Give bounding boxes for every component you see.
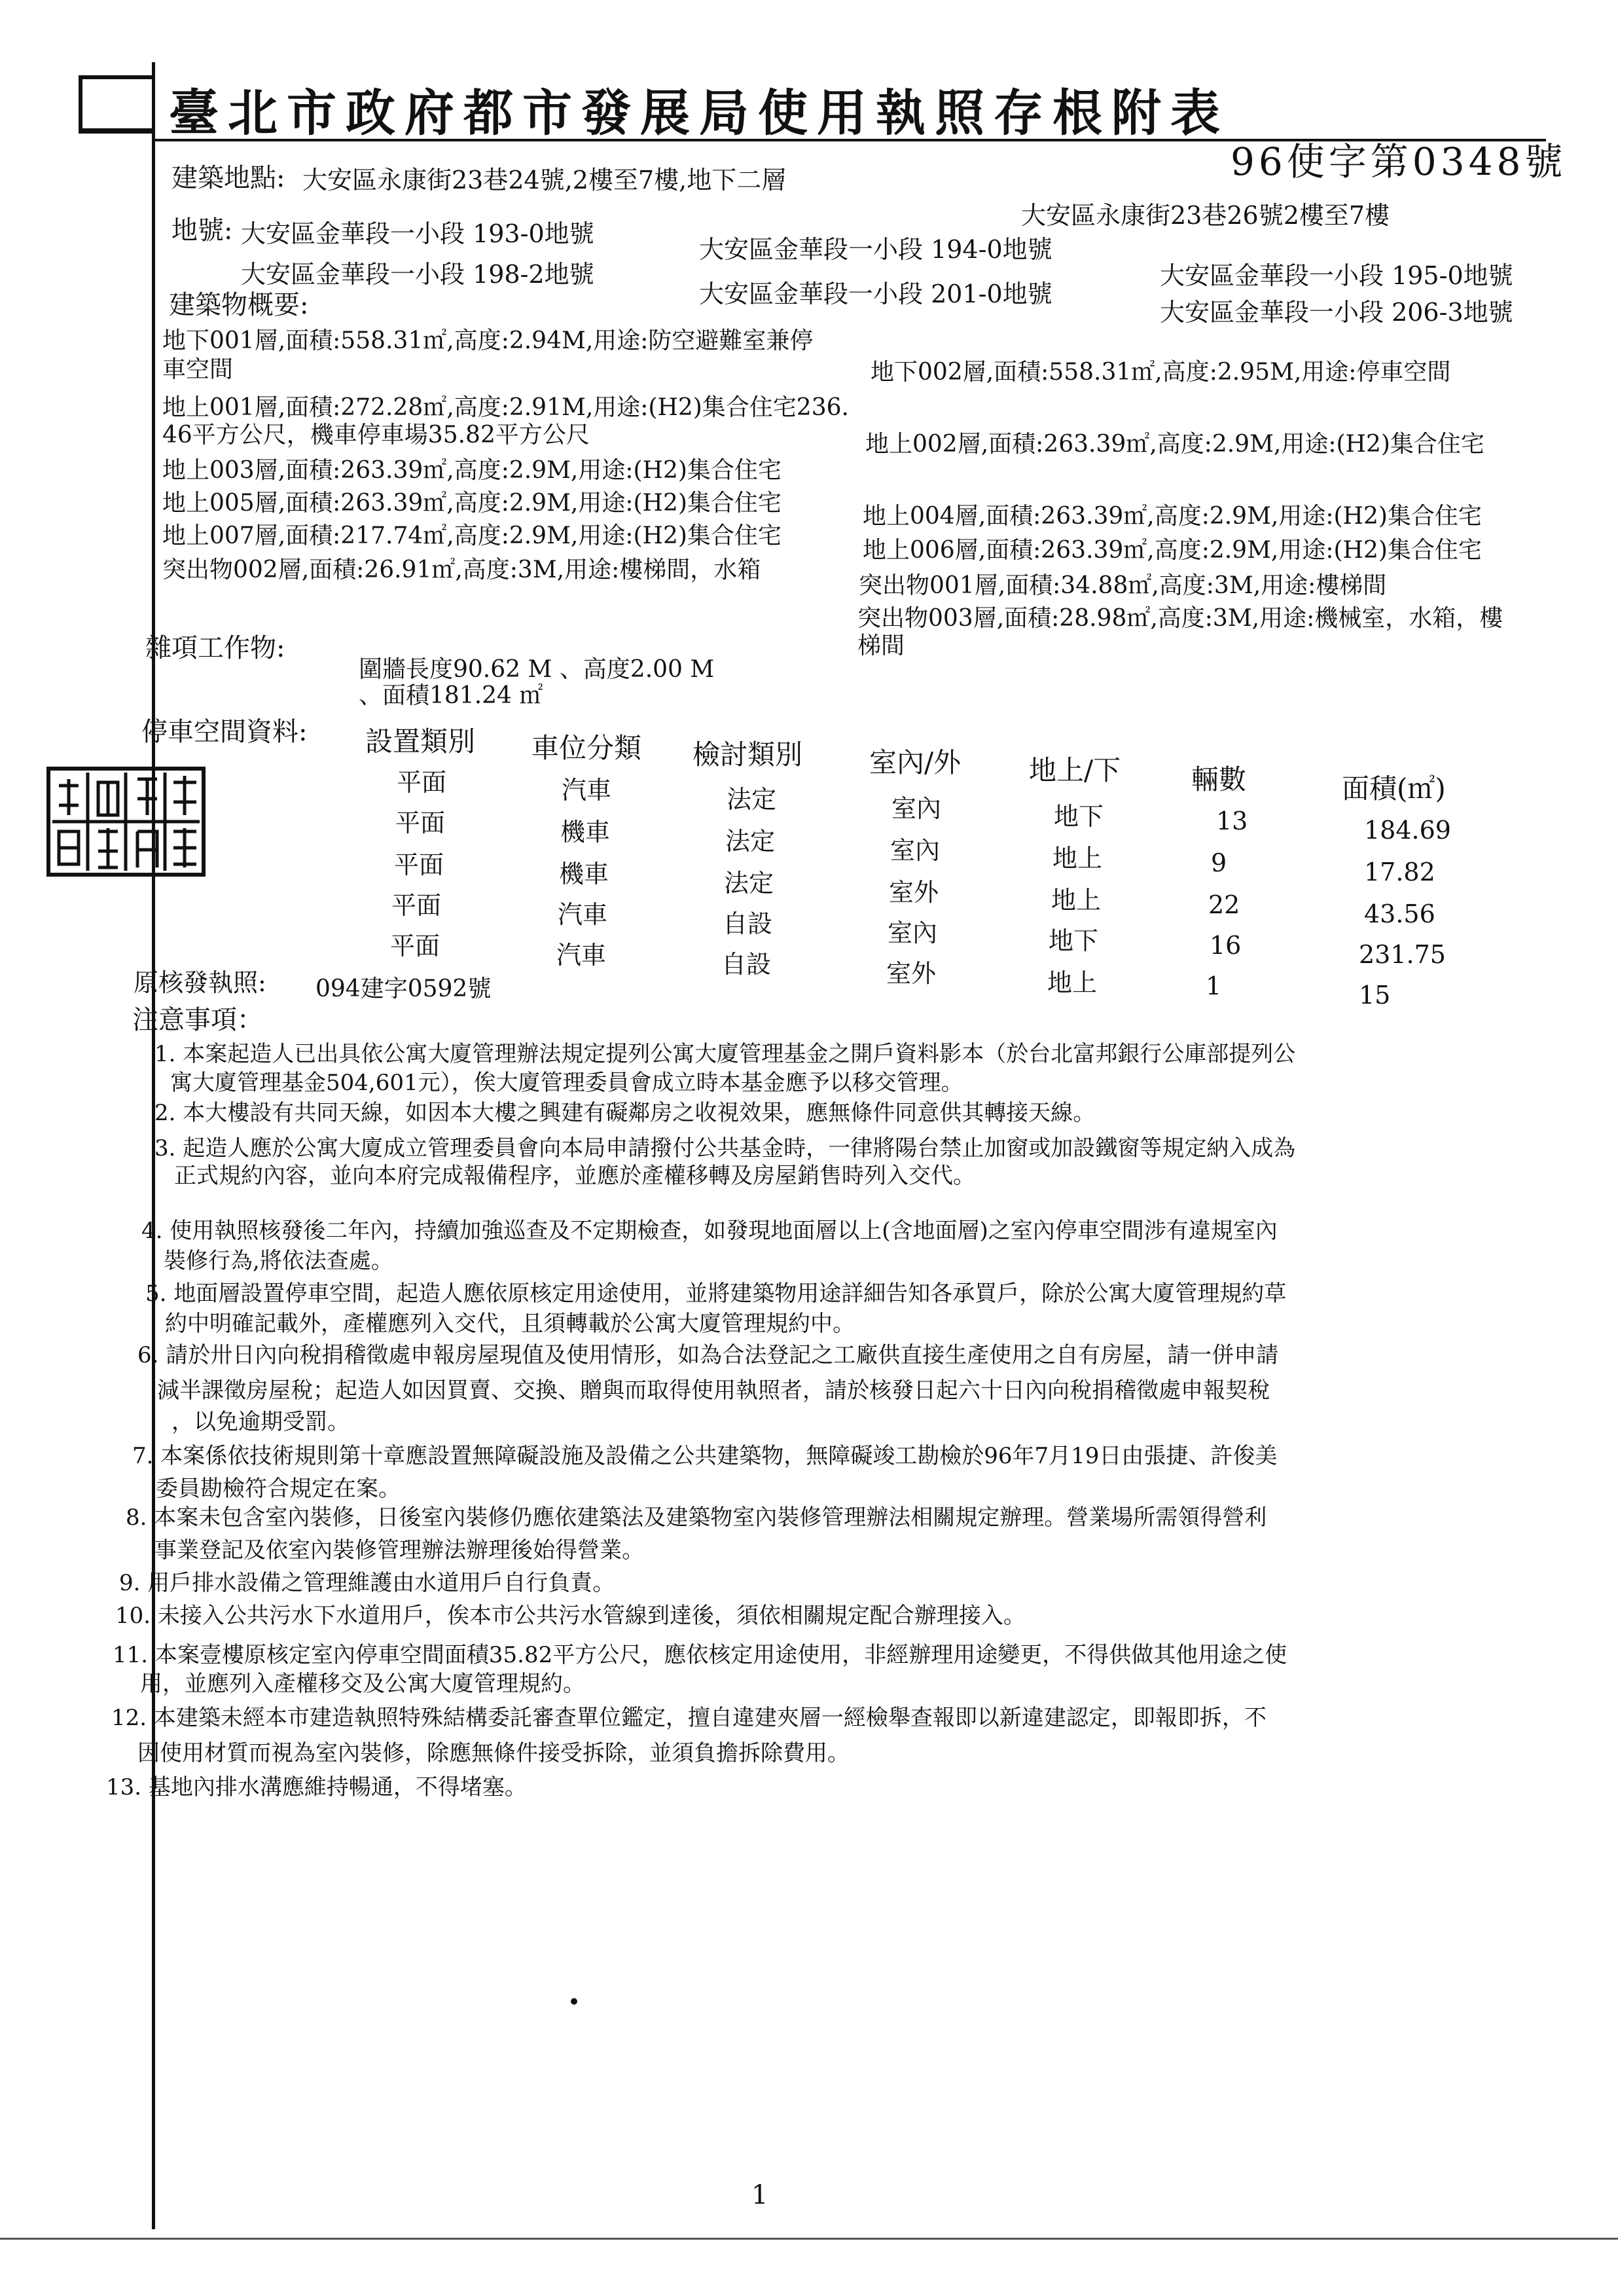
address-second: 大安區永康街23巷26號2樓至7樓 — [1021, 201, 1390, 230]
parking-cell: 平面 — [395, 809, 446, 837]
parking-header: 車位分類 — [531, 732, 642, 764]
note-line: 事業登記及依室內裝修管理辦法辦理後始得營業。 — [154, 1537, 644, 1563]
parking-cell: 地上 — [1051, 886, 1102, 915]
parking-cell: 平面 — [397, 768, 447, 797]
lot-item: 大安區金華段一小段 194-0地號 — [699, 235, 1052, 264]
note-line: 8. 本案未包含室內裝修，日後室內裝修仍應依建築法及建築物室內裝修管理辦法相關規定辦理。營業場所需領得營利 — [126, 1504, 1267, 1531]
note-line: 9. 用戶排水設備之管理維護由水道用戶自行負責。 — [119, 1570, 615, 1596]
building-line: 46平方公尺，機車停車場35.82平方公尺 — [162, 422, 590, 448]
parking-cell: 室內 — [891, 794, 942, 823]
note-line: 寓大廈管理基金504,601元），俟大廈管理委員會成立時本基金應予以移交管理。 — [170, 1070, 963, 1096]
lot-item: 大安區金華段一小段 195-0地號 — [1160, 261, 1513, 290]
permit-number: 96使字第0348號 — [1231, 139, 1567, 184]
note-line: 減半課徵房屋稅；起造人如因買賣、交換、贈與而取得使用執照者，請於核發日起六十日內向稅捐稽徵處申報契稅 — [157, 1377, 1270, 1404]
parking-header: 面積(㎡) — [1342, 773, 1446, 805]
parking-cell: 平面 — [391, 891, 442, 920]
parking-cell: 地下 — [1054, 802, 1104, 831]
corner-binding-mark — [79, 75, 154, 134]
building-line: 地上002層,面積:263.39㎡,高度:2.9M,用途:(H2)集合住宅 — [865, 431, 1484, 458]
parking-cell: 231.75 — [1359, 940, 1446, 969]
parking-cell: 地上 — [1047, 968, 1098, 997]
parking-cell: 184.69 — [1364, 816, 1451, 845]
note-line: 13. 基地內排水溝應維持暢通，不得堵塞。 — [106, 1774, 527, 1800]
note-line: 因使用材質而視為室內裝修，除應無條件接受拆除，並須負擔拆除費用。 — [137, 1740, 850, 1766]
building-line: 車空間 — [162, 356, 234, 383]
parking-cell: 法定 — [727, 785, 777, 814]
parking-cell: 17.82 — [1364, 858, 1435, 886]
original-license-value: 094建字0592號 — [315, 975, 492, 1002]
note-line: 用，並應列入產權移交及公寓大廈管理規約。 — [140, 1671, 585, 1697]
address-main: 大安區永康街23巷24號,2樓至7樓,地下二層 — [302, 166, 787, 194]
building-line: 梯間 — [857, 632, 905, 659]
note-line: 1. 本案起造人已出具依公寓大廈管理辦法規定提列公寓大廈管理基金之開戶資料影本（於台北富邦銀行公庫部提列公 — [154, 1041, 1296, 1067]
parking-cell: 自設 — [723, 909, 773, 938]
parking-cell: 室內 — [890, 836, 941, 865]
parking-cell: 汽車 — [556, 941, 607, 970]
parking-cell: 9 — [1211, 848, 1227, 877]
building-line: 地上005層,面積:263.39㎡,高度:2.9M,用途:(H2)集合住宅 — [162, 490, 782, 517]
building-line: 地上004層,面積:263.39㎡,高度:2.9M,用途:(H2)集合住宅 — [863, 503, 1482, 530]
note-line: 約中明確記載外，產權應列入交代，且須轉載於公寓大廈管理規約中。 — [165, 1311, 855, 1337]
original-license-label: 原核發執照: — [134, 968, 266, 997]
building-line: 突出物001層,面積:34.88㎡,高度:3M,用途:樓梯間 — [859, 572, 1387, 599]
document-title: 臺北市政府都市發展局使用執照存根附表 — [169, 84, 1229, 142]
parking-cell: 汽車 — [562, 776, 612, 805]
parking-header: 輛數 — [1191, 763, 1247, 795]
note-line: 12. 本建築未經本市建造執照特殊結構委託審查單位鑑定，擅自違建夾層一經檢舉查報即以新違建認定，即報即拆，不 — [111, 1705, 1267, 1731]
building-summary-label: 建築物概要: — [169, 290, 309, 320]
misc-works-label: 雜項工作物: — [145, 633, 285, 663]
parking-header: 檢討類別 — [692, 738, 803, 771]
parking-cell: 地下 — [1049, 926, 1099, 955]
stray-dot — [571, 1998, 577, 2005]
bottom-border-line — [0, 2238, 1618, 2240]
lot-item: 大安區金華段一小段 201-0地號 — [699, 280, 1052, 308]
misc-works-line: 圍牆長度90.62 M 、高度2.00 M — [359, 656, 715, 683]
lot-label: 地號: — [171, 215, 233, 246]
note-line: 10. 未接入公共污水下水道用戶，俟本市公共污水管線到達後，須依相關規定配合辦理接入。 — [115, 1603, 1026, 1629]
note-line: 4. 使用執照核發後二年內，持續加強巡查及不定期檢查，如發現地面層以上(含地面層)之室內停車空間涉有違規室內 — [141, 1218, 1278, 1244]
address-label: 建築地點: — [171, 163, 285, 193]
parking-cell: 法定 — [725, 827, 776, 856]
parking-header: 室內/外 — [869, 746, 962, 778]
parking-cell: 16 — [1210, 931, 1242, 960]
note-line: 裝修行為,將依法查處。 — [164, 1248, 393, 1274]
parking-cell: 機車 — [559, 860, 609, 888]
building-line: 突出物003層,面積:28.98㎡,高度:3M,用途:機械室，水箱，樓 — [857, 605, 1503, 632]
note-line: 正式規約內容，並向本府完成報備程序，並應於產權移轉及房屋銷售時列入交代。 — [174, 1163, 975, 1189]
building-line: 突出物002層,面積:26.91㎡,高度:3M,用途:樓梯間，水箱 — [162, 556, 761, 583]
parking-cell: 室外 — [889, 878, 939, 907]
building-line: 地上006層,面積:263.39㎡,高度:2.9M,用途:(H2)集合住宅 — [863, 537, 1482, 564]
parking-cell: 室內 — [888, 919, 938, 947]
misc-works-line: 、面積181.24 ㎡ — [359, 682, 543, 709]
note-line: 6. 請於卅日內向稅捐稽徵處申報房屋現值及使用情形，如為合法登記之工廠供直接生產使用之自有房屋，請一併申請 — [137, 1342, 1279, 1368]
parking-cell: 22 — [1208, 890, 1240, 919]
building-line: 地下001層,面積:558.31㎡,高度:2.94M,用途:防空避難室兼停 — [162, 327, 814, 354]
parking-cell: 平面 — [394, 850, 444, 879]
parking-cell: 1 — [1206, 972, 1222, 1000]
parking-cell: 15 — [1359, 981, 1391, 1010]
official-seal-stamp — [46, 766, 206, 877]
building-line: 地下002層,面積:558.31㎡,高度:2.95M,用途:停車空間 — [871, 359, 1451, 386]
building-line: 地上001層,面積:272.28㎡,高度:2.91M,用途:(H2)集合住宅236. — [162, 394, 849, 421]
note-line: 7. 本案係依技術規則第十章應設置無障礙設施及設備之公共建築物，無障礙竣工勘檢於96年7月19日由張捷、許俊美 — [132, 1443, 1278, 1469]
parking-cell: 室外 — [886, 959, 937, 988]
parking-label: 停車空間資料: — [141, 717, 308, 747]
page-number: 1 — [751, 2180, 768, 2210]
note-line: ，以免逾期受罰。 — [171, 1409, 350, 1435]
lot-item: 大安區金華段一小段 206-3地號 — [1160, 298, 1513, 327]
parking-cell: 平面 — [390, 932, 440, 960]
parking-header: 地上/下 — [1029, 754, 1121, 786]
building-line: 地上003層,面積:263.39㎡,高度:2.9M,用途:(H2)集合住宅 — [162, 457, 782, 484]
parking-cell: 自設 — [721, 950, 772, 979]
parking-cell: 法定 — [724, 869, 774, 898]
lot-item: 大安區金華段一小段 193-0地號 — [241, 219, 594, 248]
parking-cell: 43.56 — [1364, 900, 1435, 928]
lot-item: 大安區金華段一小段 198-2地號 — [241, 260, 594, 289]
building-line: 地上007層,面積:217.74㎡,高度:2.9M,用途:(H2)集合住宅 — [162, 522, 782, 549]
notes-label: 注意事項： — [132, 1005, 263, 1035]
parking-cell: 汽車 — [558, 900, 608, 929]
parking-cell: 地上 — [1052, 844, 1103, 873]
parking-cell: 13 — [1216, 807, 1248, 835]
parking-cell: 機車 — [560, 818, 611, 847]
parking-header: 設置類別 — [365, 725, 476, 757]
note-line: 3. 起造人應於公寓大廈成立管理委員會向本局申請撥付公共基金時，一律將陽台禁止加窗或加設鐵窗等規定納入成為 — [154, 1135, 1296, 1161]
note-line: 11. 本案壹樓原核定室內停車空間面積35.82平方公尺，應依核定用途使用，非經辦理用途變更，不得供做其他用途之使 — [113, 1642, 1287, 1668]
note-line: 2. 本大樓設有共同天線，如因本大樓之興建有礙鄰房之收視效果，應無條件同意供其轉接天線。 — [154, 1100, 1096, 1126]
note-line: 5. 地面層設置停車空間，起造人應依原核定用途使用，並將建築物用途詳細告知各承買戶，除於公寓大廈管理規約草 — [145, 1281, 1287, 1307]
note-line: 委員勘檢符合規定在案。 — [156, 1476, 401, 1502]
